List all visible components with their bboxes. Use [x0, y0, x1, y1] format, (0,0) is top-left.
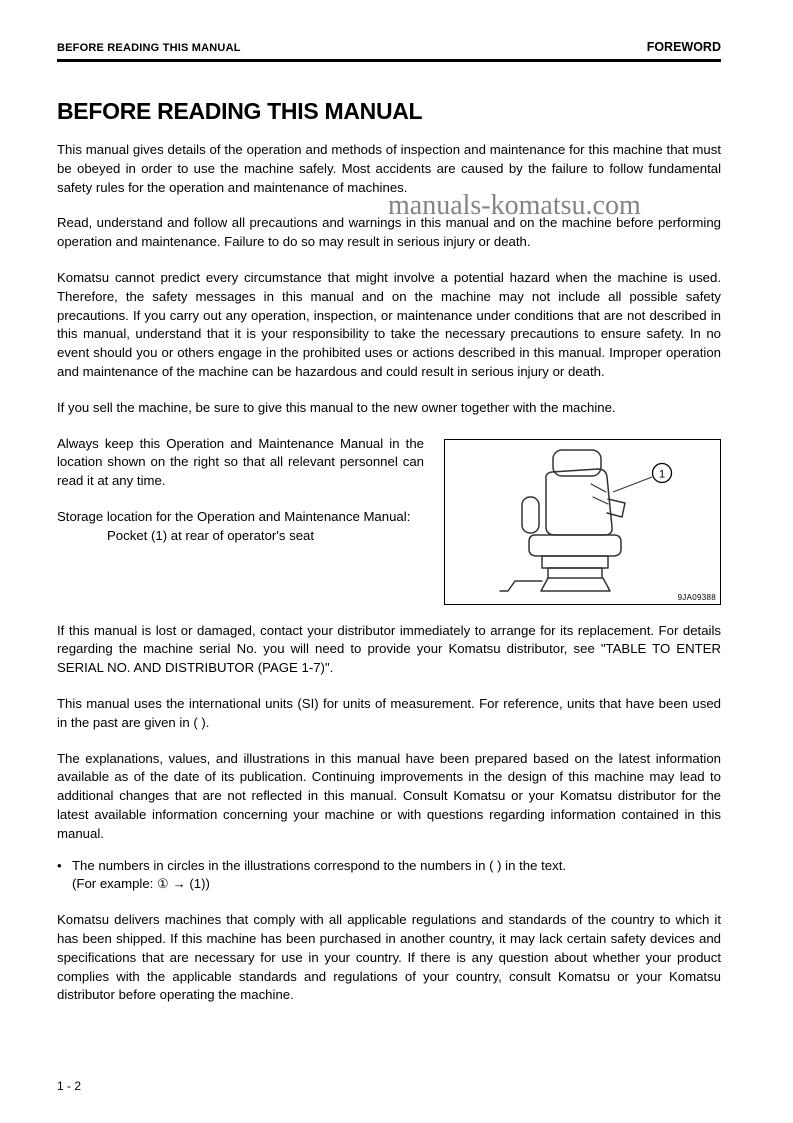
paragraph-sell-machine: If you sell the machine, be sure to give this manual to the new owner together with the machine.: [57, 399, 616, 415]
page-header: [57, 40, 721, 62]
bullet-circled-numbers: [57, 857, 721, 876]
operator-seat-illustration: [445, 440, 720, 604]
watermark: manuals-komatsu.com: [388, 190, 641, 221]
callout-number: 1: [658, 468, 666, 481]
bullet-example: (For example: ① → (1)): [72, 876, 210, 892]
bullet-icon: •: [57, 857, 62, 873]
header-section-title: BEFORE READING THIS MANUAL: [57, 42, 241, 54]
paragraph-lost-damaged: If this manual is lost or damaged, contact your distributor immediately to arrange for its replacement. For details regarding the machine serial No. you will need to provide your Komatsu distributor, see "TABLE TO ENTER SERIAL NO. AND DISTRIBUTOR (PAGE 1-7)".: [57, 622, 721, 676]
paragraph-latest-info: The explanations, values, and illustrations in this manual have been prepared based on the latest information available as of the date of its publication. Continuing improvements in the design of this machine may lead to additional changes that are not reflected in this manual. Consult Komatsu or your Komatsu distributor for the latest available information concerning your machine or with questions regarding information contained in this manual.: [57, 750, 721, 841]
seat-figure: [444, 439, 721, 605]
paragraph-read-warnings: Read, understand and follow all precautions and warnings in this manual and on the machine before performing operation and maintenance. Failure to do so may result in serious injury or death.: [57, 215, 721, 250]
page-title: BEFORE READING THIS MANUAL: [57, 98, 423, 124]
manual-storage-section: [57, 435, 721, 605]
header-chapter-title: FOREWORD: [646, 40, 721, 54]
paragraph-hazard-prediction: Komatsu cannot predict every circumstance that might involve a potential hazard when the machine is used. Therefore, the safety messages in this manual and on the machine may not include all possible safety precautions. If you carry out any operation, inspection, or maintenance under conditions that are not described in this manual, understand that it is your responsibility to take the necessary precautions to ensure safety. In no event should you or others engage in the prohibited uses or actions described in this manual. Improper operation and maintenance of the machine can be hazardous and could result in serious injury or death.: [57, 269, 721, 379]
paragraph-si-units: This manual uses the international units (SI) for units of measurement. For reference, units that have been used in the past are given in ( ).: [57, 695, 721, 730]
storage-location-detail: Pocket (1) at rear of operator's seat: [107, 527, 315, 543]
bullet-circled-numbers-text: The numbers in circles in the illustrations correspond to the numbers in ( ) in the text.: [72, 857, 567, 873]
paragraph-intro: This manual gives details of the operation and methods of inspection and maintenance for this machine that must be obeyed in order to use the machine safely. Most accidents are caused by the failure to follow fundamental safety rules for the operation and maintenance of machines.: [57, 142, 721, 195]
page-number: 1 - 2: [57, 1079, 82, 1093]
figure-code: 9JA09388: [677, 592, 716, 602]
paragraph-regulations: Komatsu delivers machines that comply with all applicable regulations and standards of the country to which it has been shipped. If this machine has been purchased in another country, it may lack certain safety devices and specifications that are necessary for use in your country. If there is any question about whether your product complies with the applicable standards and regulations of your country, consult Komatsu or your Komatsu distributor before operating the machine.: [57, 912, 721, 1003]
paragraph-keep-manual: Always keep this Operation and Maintenance Manual in the location shown on the right so that all relevant personnel can read it at any time.: [57, 435, 424, 489]
storage-location-heading: Storage location for the Operation and Maintenance Manual:: [57, 508, 411, 524]
